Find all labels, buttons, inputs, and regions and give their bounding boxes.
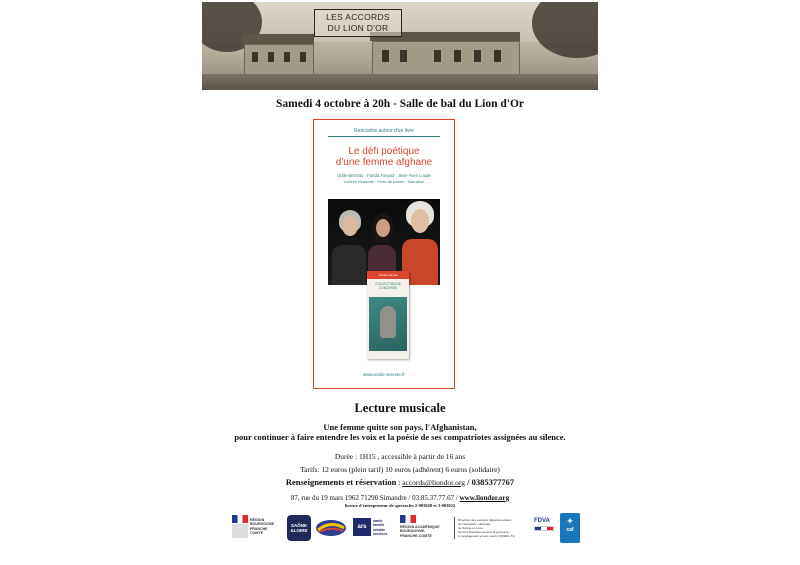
person-face <box>342 216 358 236</box>
lion-dor-logo <box>314 9 402 37</box>
booking-phone: / 0385377767 <box>465 477 515 487</box>
logo-colorful-badge <box>315 518 347 538</box>
header-window <box>382 50 389 62</box>
person-body <box>332 245 366 285</box>
region-line-3: FRANCHE <box>250 526 268 531</box>
address-text: 87, rue du 19 mars 1962 71290 Simandre / 03.85.37.77.67 / <box>290 494 460 502</box>
ars-line-4: retraite <box>373 527 386 532</box>
caf-star-icon: ✦ <box>566 516 574 526</box>
header-window <box>494 50 501 62</box>
dsden-line-3: de Saône-et-Loire <box>458 526 483 530</box>
booking-email-link[interactable]: accords@liondor.org <box>402 478 465 487</box>
book-collection: COLLECTION DE CONCERSE <box>375 282 401 290</box>
caf-text: caf <box>566 527 574 533</box>
fdva-flag-icon <box>534 526 554 531</box>
academy-text <box>400 525 440 538</box>
poster-url: www.etoile-secrete.fr <box>363 372 405 377</box>
poster-header <box>328 128 440 184</box>
ars-mark: ars <box>353 518 371 536</box>
poster-title-line-2: d'une femme afghane <box>335 157 433 168</box>
header-window <box>474 50 481 62</box>
logo-fdva <box>534 518 554 538</box>
header-window <box>434 50 441 62</box>
region-line-1: RÉGION <box>250 518 265 522</box>
book-illustration <box>369 297 407 351</box>
dsden-line-1: Direction des services départementaux <box>458 518 512 522</box>
event-poster <box>313 119 455 389</box>
licence-text: licence d'entrepreneur de spectacles 2-003020 et 3-003022 <box>344 503 456 508</box>
poster-kicker: Rencontre autour d'un livre <box>328 128 440 137</box>
saone-line-2: &LOIRE <box>290 528 308 533</box>
ars-line-2: santé <box>373 519 383 523</box>
dsden-line-4: Service Départemental à la jeunesse, <box>458 530 510 534</box>
colorful-badge-icon <box>315 518 347 538</box>
person-face <box>376 219 390 237</box>
poster-genres: Lecture musicale · Prise de parole · Narration <box>343 179 425 184</box>
header-window <box>252 52 258 62</box>
academy-line-3: FRANCHE-COMTÉ <box>400 533 432 538</box>
academy-line-1: RÉGION ACADÉMIQUE <box>400 525 440 529</box>
header-window <box>268 52 274 62</box>
header-window <box>400 50 407 62</box>
marianne-flag-icon <box>232 515 248 523</box>
marianne-block-icon <box>232 524 248 538</box>
book-figure <box>380 306 396 338</box>
header-window <box>454 50 461 62</box>
logo-dsden <box>458 518 530 538</box>
header-ground <box>202 74 598 90</box>
header-window <box>284 52 290 62</box>
academy-line-2: BOURGOGNE- <box>400 529 426 534</box>
logo-saone-loire <box>287 515 311 541</box>
event-title: Lecture musicale <box>354 401 446 415</box>
region-text <box>250 518 274 536</box>
logo-region-bfc <box>232 515 280 543</box>
ars-text <box>373 519 387 537</box>
poster-title-line-1: Le défi poétique <box>348 146 420 157</box>
website-link[interactable]: www.liondor.org <box>459 494 510 502</box>
event-duration: Durée : 1H15 , accessible à partir de 16 ans <box>334 452 466 461</box>
booking-info <box>0 477 800 487</box>
header-tree-right <box>532 2 598 58</box>
fdva-text: FDVA <box>534 518 550 524</box>
event-date-venue: Samedi 4 octobre à 20h - Salle de bal du Lion d'Or <box>275 98 525 110</box>
dsden-line-2: de l'éducation nationale <box>458 522 491 526</box>
dsden-line-5: à l'engagement et aux sports (SDJES 71) <box>458 534 515 538</box>
book-cover <box>367 271 409 359</box>
logo-line-2: DU LION D'OR <box>327 23 389 33</box>
saone-line-1: SAÔNE <box>290 523 307 528</box>
region-line-2: BOURGOGNE <box>250 522 274 527</box>
logo-divider <box>454 517 455 539</box>
header-roof <box>242 34 314 44</box>
booking-sep: : <box>396 478 403 487</box>
event-description <box>0 422 800 442</box>
event-prices: Tarifs: 12 euros (plein tarif) 10 euros (adhérent) 6 euros (solidaire) <box>300 465 500 474</box>
poster-content <box>328 128 440 380</box>
logo-ars <box>353 518 399 540</box>
marianne-flag-icon <box>400 515 416 523</box>
description-line-2: pour continuer à faire entendre les voix et la poésie de ses compatriotes assignées au silence. <box>234 432 566 442</box>
logo-region-academique <box>400 515 452 543</box>
logo-caf <box>560 513 580 543</box>
venue-address <box>0 494 800 502</box>
region-line-4: COMTÉ <box>250 531 263 536</box>
poster-title <box>328 146 440 168</box>
person-face <box>411 209 429 233</box>
header-window <box>300 52 306 62</box>
ars-line-5: services <box>373 532 388 537</box>
logo-line-1: LES ACCORDS <box>326 12 390 22</box>
ars-line-3: famille <box>373 523 385 528</box>
book-author: Farida Faryad <box>367 271 409 279</box>
poster-authors: Odile Bertotto · Farida Faryad · Jean-Yves Loude <box>337 173 431 178</box>
header-photo <box>202 2 598 90</box>
booking-label: Renseignements et réservation <box>285 477 397 487</box>
description-line-1: Une femme quitte son pays, l'Afghanistan, <box>323 422 477 432</box>
